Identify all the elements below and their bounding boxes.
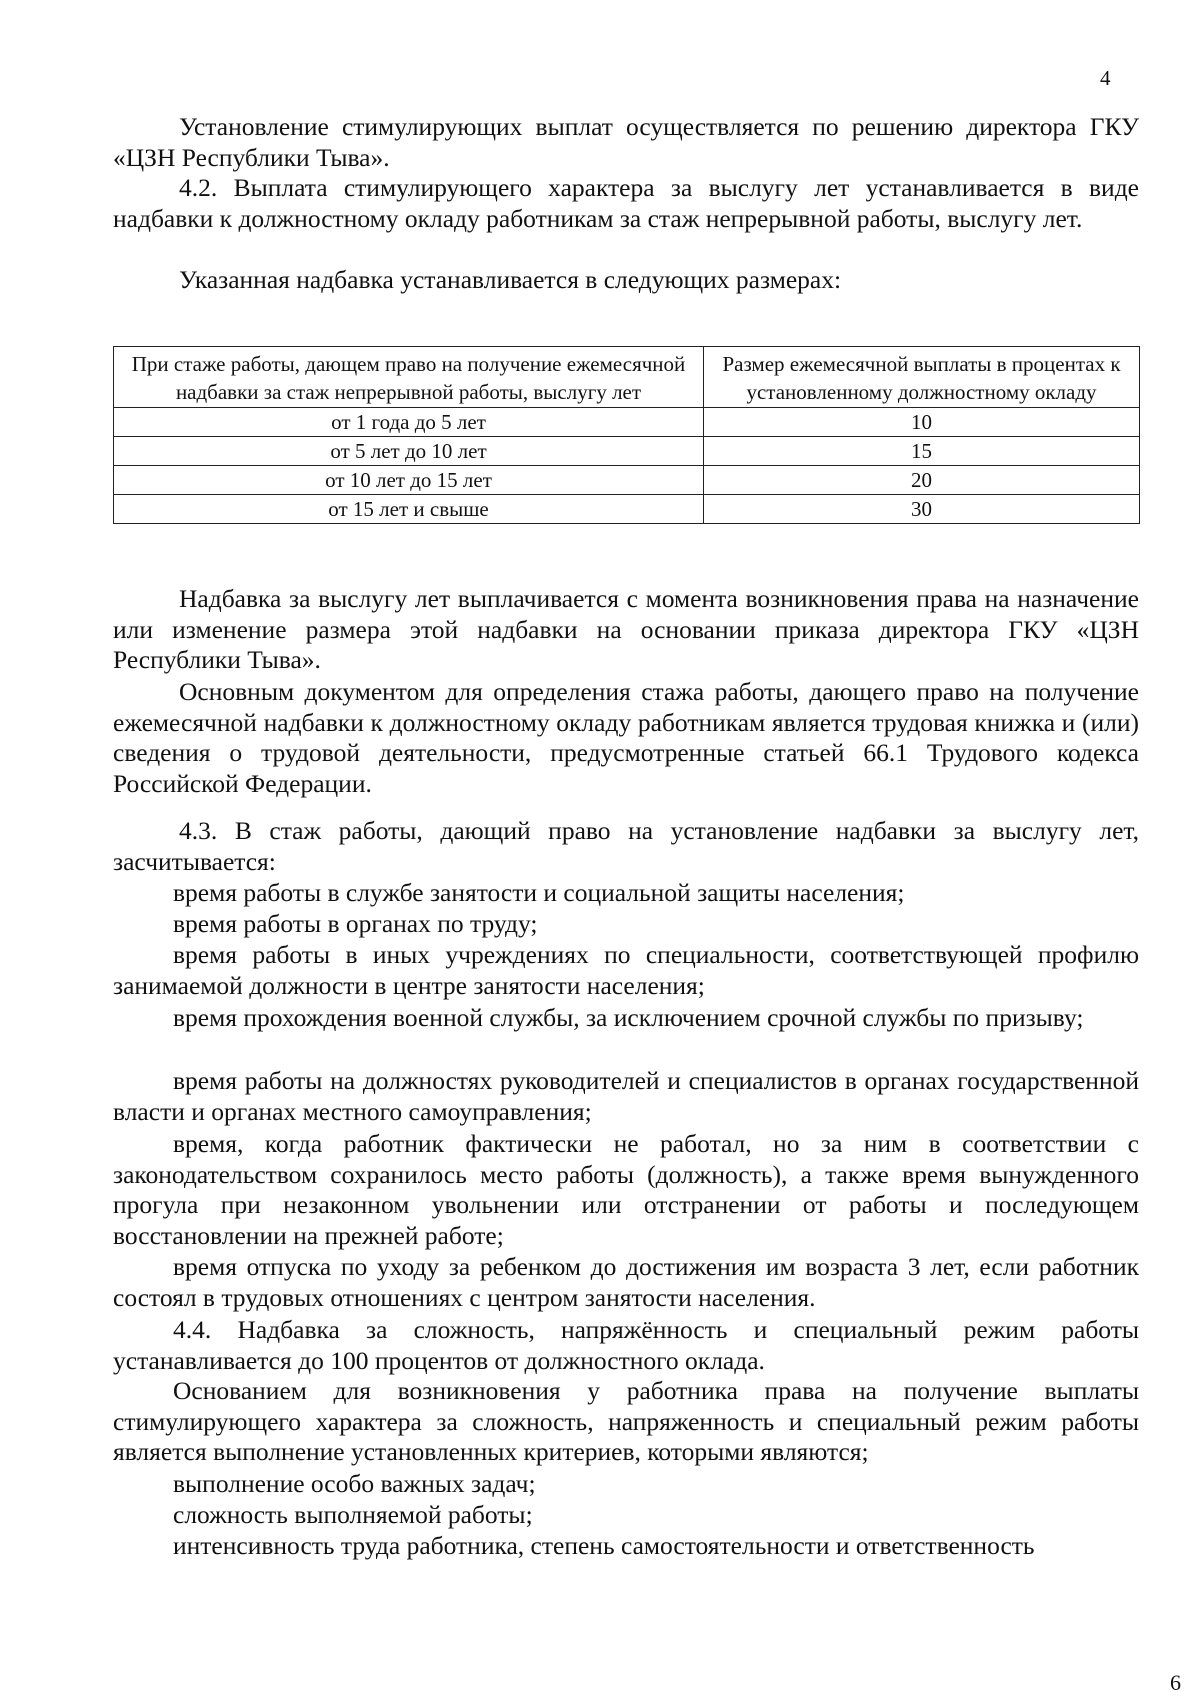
table-header-row — [114, 347, 1140, 408]
corner-mark: 6 — [1170, 1670, 1181, 1695]
cell-percent: 30 — [704, 495, 1140, 524]
page-number: 4 — [1100, 66, 1111, 90]
list-item: интенсивность труда работника, степень самостоятельности и ответственность — [173, 1531, 1035, 1560]
allowance-table — [113, 346, 1140, 524]
header-seniority: При стаже работы, дающем право на получение ежемесячной надбавки за стаж непрерывной работы, выслугу лет — [114, 347, 704, 408]
cell-seniority: от 15 лет и свыше — [114, 495, 704, 524]
paragraph-4-3: 4.3. В стаж работы, дающий право на установление надбавки за выслугу лет, засчитывается: — [113, 816, 1139, 876]
cell-seniority: от 1 года до 5 лет — [114, 408, 704, 437]
paragraph-main-document: Основным документом для определения стажа работы, дающего право на получение ежемесячной надбавки к должностному окладу работникам является трудовая книжка и (или) сведения о трудовой деятельности, предусмотренные статьей 66.1 Трудового кодекса Российской Федерации. — [113, 677, 1139, 798]
list-item: время, когда работник фактически не работал, но за ним в соответствии с законодательством сохранилось место работы (должность), а также время вынужденного прогула при незаконном увольнении или отстранении от работы и последующем восстановлении на прежней работе; — [113, 1129, 1139, 1250]
cell-percent: 15 — [704, 437, 1140, 466]
list-item: выполнение особо важных задач; — [173, 1469, 536, 1498]
table-row — [114, 408, 1140, 437]
list-item: время прохождения военной службы, за исключением срочной службы по призыву; — [173, 1003, 1084, 1032]
table-row — [114, 466, 1140, 495]
list-item: время работы на должностях руководителей и специалистов в органах государственной власти и органах местного самоуправления; — [113, 1066, 1139, 1126]
header-payment-percent: Размер ежемесячной выплаты в процентах к установленному должностному окладу — [704, 347, 1140, 408]
paragraph-table-intro: Указанная надбавка устанавливается в следующих размерах: — [179, 265, 842, 294]
list-item: время работы в органах по труду; — [173, 909, 538, 938]
cell-seniority: от 10 лет до 15 лет — [114, 466, 704, 495]
table-row — [114, 495, 1140, 524]
paragraph-criteria: Основанием для возникновения у работника права на получение выплаты стимулирующего характера за сложность, напряженность и специальный режим работы является выполнение установленных критериев, которыми являются; — [113, 1376, 1139, 1466]
paragraph-1: Установление стимулирующих выплат осуществляется по решению директора ГКУ «ЦЗН Республики Тыва». — [113, 112, 1139, 172]
paragraph-4-2: 4.2. Выплата стимулирующего характера за выслугу лет устанавливается в виде надбавки к должностному окладу работникам за стаж непрерывной работы, выслугу лет. — [113, 173, 1139, 233]
list-item: сложность выполняемой работы; — [173, 1500, 533, 1529]
list-item: время работы в иных учреждениях по специальности, соответствующей профилю занимаемой должности в центре занятости населения; — [113, 940, 1139, 1000]
list-item: время работы в службе занятости и социальной защиты населения; — [173, 878, 905, 907]
paragraph-seniority-payment: Надбавка за выслугу лет выплачивается с момента возникновения права на назначение или изменение размера этой надбавки на основании приказа директора ГКУ «ЦЗН Республики Тыва». — [113, 584, 1139, 674]
cell-seniority: от 5 лет до 10 лет — [114, 437, 704, 466]
cell-percent: 10 — [704, 408, 1140, 437]
list-item: время отпуска по уходу за ребенком до достижения им возраста 3 лет, если работник состоял в трудовых отношениях с центром занятости населения. — [113, 1252, 1139, 1312]
paragraph-4-4: 4.4. Надбавка за сложность, напряжённость и специальный режим работы устанавливается до 100 процентов от должностного оклада. — [113, 1315, 1139, 1375]
table-row — [114, 437, 1140, 466]
cell-percent: 20 — [704, 466, 1140, 495]
